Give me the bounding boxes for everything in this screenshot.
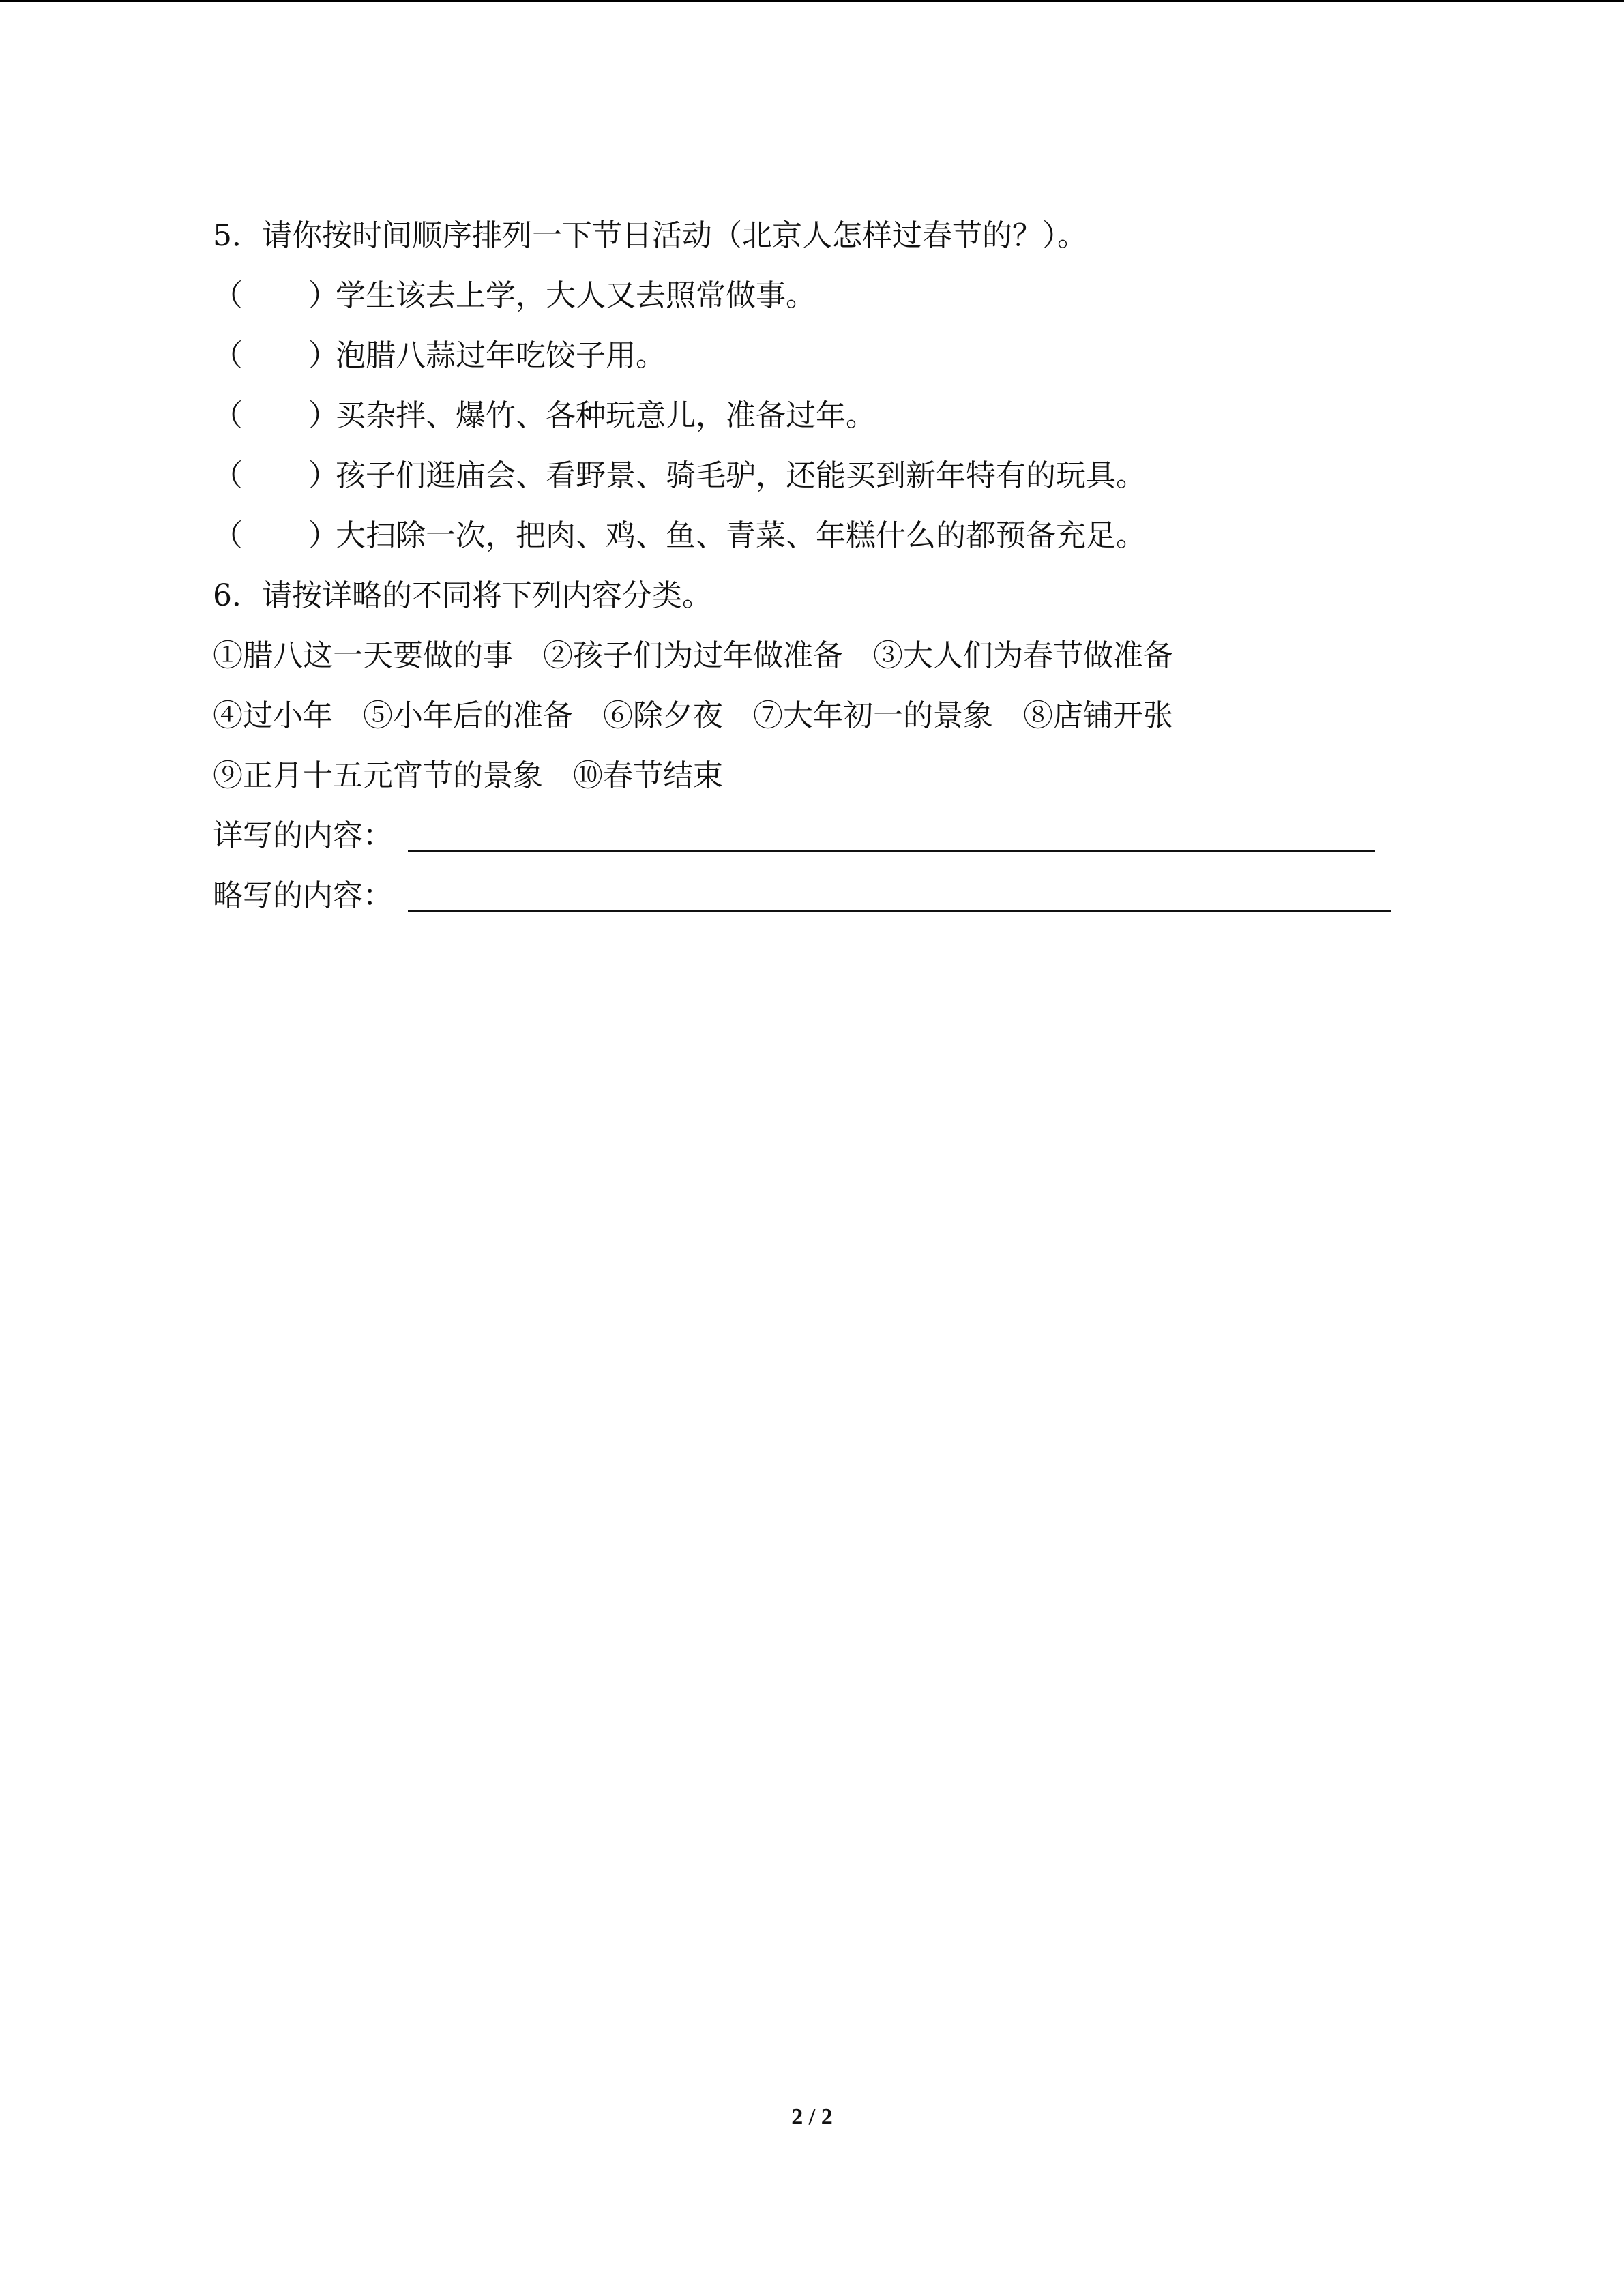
option-item: ⑩春节结束 (573, 758, 723, 793)
q5-item-1 (213, 275, 816, 316)
option-item: ⑥除夕夜 (603, 698, 723, 733)
q5-item-text: 学生该去上学，大人又去照常做事。 (336, 278, 816, 313)
answer-blank-parentheses[interactable]: （ ） (213, 458, 338, 493)
answer-blank-parentheses[interactable]: （ ） (213, 338, 338, 373)
q5-item-5 (213, 516, 1146, 556)
q5-item-text: 买杂拌、爆竹、各种玩意儿，准备过年。 (336, 398, 876, 433)
q6-options-row-1 (213, 636, 1173, 676)
option-item: ⑤小年后的准备 (363, 698, 573, 733)
option-item: ⑧店铺开张 (1023, 698, 1173, 733)
option-item: ⑦大年初一的景象 (753, 698, 993, 733)
q5-item-text: 孩子们逛庙会、看野景、骑毛驴，还能买到新年特有的玩具。 (336, 458, 1146, 493)
question-5-title: 5．请你按时间顺序排列一下节日活动（北京人怎样过春节的？）。 (213, 218, 1087, 253)
page-number: 2 / 2 (791, 2104, 833, 2130)
q6-options-row-3 (213, 756, 723, 796)
question-6-title: 6．请按详略的不同将下列内容分类。 (213, 578, 712, 613)
q5-item-2 (213, 336, 666, 376)
answer-blank-parentheses[interactable]: （ ） (213, 398, 338, 433)
q5-item-3 (213, 396, 876, 436)
q5-item-text: 大扫除一次，把肉、鸡、鱼、青菜、年糕什么的都预备充足。 (336, 518, 1146, 553)
option-item: ④过小年 (213, 698, 333, 733)
option-item: ①腊八这一天要做的事 (213, 638, 513, 673)
q5-item-text: 泡腊八蒜过年吃饺子用。 (336, 338, 666, 373)
q5-item-4 (213, 456, 1146, 496)
q6-options-row-2 (213, 696, 1173, 736)
brief-content-answer-line[interactable] (408, 910, 1391, 912)
option-item: ⑨正月十五元宵节的景象 (213, 758, 543, 793)
brief-content-label: 略写的内容： (213, 878, 393, 913)
detailed-content-answer-line[interactable] (408, 850, 1375, 852)
detailed-content-label: 详写的内容： (213, 818, 393, 853)
option-item: ②孩子们为过年做准备 (543, 638, 843, 673)
answer-blank-parentheses[interactable]: （ ） (213, 518, 338, 553)
top-border-rule (0, 0, 1624, 2)
option-item: ③大人们为春节做准备 (873, 638, 1173, 673)
answer-blank-parentheses[interactable]: （ ） (213, 278, 338, 313)
